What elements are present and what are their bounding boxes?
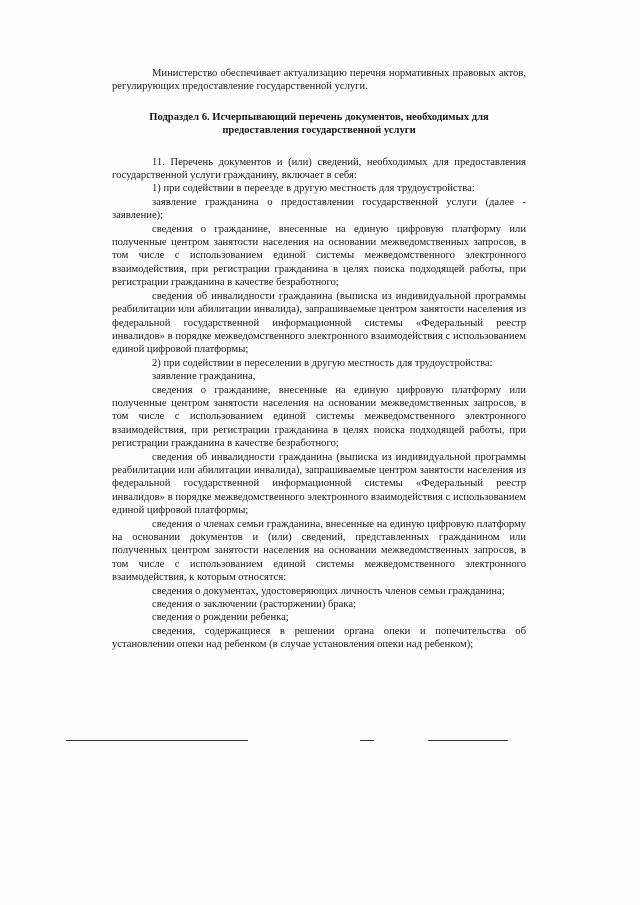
paragraph-guardianship: сведения, содержащиеся в решении органа опеки и попечительства об установлении опеки над ребенком (в случае установления опеки над ребенком);: [112, 625, 526, 651]
paragraph-citizen-info-2: сведения о гражданине, внесенные на единую цифровую платформу или полученные центром занятости населения на основании межведомственных запросов, в том числе с использованием единой системы межведомственного электронного взаимодействия, при регистрации гражданина в целях поиска подходящей работы, при регистрации гражданина в качестве безработного;: [112, 384, 526, 450]
section-heading: [112, 111, 526, 138]
paragraph-subitem-2: 2) при содействии в переселении в другую местность для трудоустройства:: [152, 357, 493, 369]
footer-divider-right: [428, 740, 508, 741]
paragraph-marriage: сведения о заключении (расторжении) брака;: [152, 599, 357, 611]
paragraph-identity-docs: сведения о документах, удостоверяющих личность членов семьи гражданина;: [152, 585, 505, 597]
section-heading-line-2: предоставления государственной услуги: [222, 125, 416, 137]
document-body: [112, 67, 526, 652]
paragraph-application-2: заявление гражданина,: [152, 371, 256, 383]
footer-divider-left: [66, 740, 248, 741]
paragraph-birth: сведения о рождении ребенка;: [152, 612, 289, 624]
section-heading-line-1: Подраздел 6. Исчерпывающий перечень документов, необходимых для: [149, 111, 489, 123]
intro-paragraph: Министерство обеспечивает актуализацию перечня нормативных правовых актов, регулирующих предоставление государственной услуги.: [112, 68, 526, 93]
paragraph-citizen-info-1: сведения о гражданине, внесенные на единую цифровую платформу или полученные центром занятости населения на основании межведомственных запросов, в том числе с использованием единой системы межведомственного электронного взаимодействия, при регистрации гражданина в целях поиска подходящей работы, при регистрации гражданина в качестве безработного;: [112, 223, 526, 289]
paragraph-subitem-1: 1) при содействии в переезде в другую местность для трудоустройства:: [152, 183, 475, 195]
footer-divider-center: [360, 740, 374, 741]
paragraph-disability-info-2: сведения об инвалидности гражданина (выписка из индивидуальной программы реабилитации или абилитации инвалида), запрашиваемые центром занятости населения из федеральной государственной информационной системы «Федеральный реестр инвалидов» в порядке межведомственного электронного взаимодействия с использованием единой цифровой платформы;: [112, 451, 526, 517]
paragraph-disability-info-1: сведения об инвалидности гражданина (выписка из индивидуальной программы реабилитации или абилитации инвалида), запрашиваемые центром занятости населения из федеральной государственной информационной системы «Федеральный реестр инвалидов» в порядке межведомственного электронного взаимодействия с использованием единой цифровой платформы;: [112, 290, 526, 356]
paragraph-family-members: сведения о членах семьи гражданина, внесенные на единую цифровую платформу на основании документов и (или) сведений, представленных гражданином или полученных центром занятости населения на основании межведомственных запросов, в том числе с использованием единой системы межведомственного электронного взаимодействия, к которым относятся:: [112, 518, 526, 584]
paragraph-item-11: 11. Перечень документов и (или) сведений, необходимых для предоставления государственной услуги гражданину, включает в себя:: [112, 156, 526, 182]
paragraph-application-1: заявление гражданина о предоставлении государственной услуги (далее - заявление);: [112, 196, 526, 222]
